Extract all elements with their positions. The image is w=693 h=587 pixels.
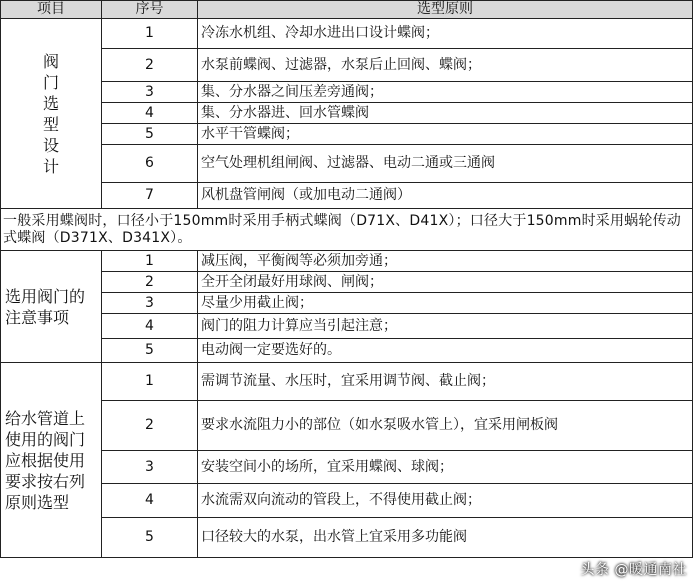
table-row: [1, 339, 693, 363]
row-number: 5: [102, 124, 198, 145]
header-row: [1, 1, 693, 19]
row-text: 集、分水器进、回水管蝶阀: [198, 103, 693, 124]
row-number: 4: [102, 103, 198, 124]
table-row: [1, 314, 693, 339]
row-text: 水流需双向流动的管段上，不得使用截止阀；: [198, 484, 693, 518]
row-number: 1: [102, 251, 198, 272]
row-text: 水泵前蝶阀、过滤器，水泵后止回阀、蝶阀；: [198, 49, 693, 82]
row-number: 1: [102, 363, 198, 401]
table-row: [1, 103, 693, 124]
row-text: 全开全闭最好用球阀、闸阀；: [198, 272, 693, 293]
row-number: 5: [102, 339, 198, 363]
note-text: 一般采用蝶阀时，口径小于150mm时采用手柄式蝶阀（D71X、D41X）；口径大于150mm时采用蜗轮传动式蝶阀（D371X、D341X）。: [1, 209, 693, 251]
row-text: 电动阀一定要选好的。: [198, 339, 693, 363]
table-row: [1, 251, 693, 272]
section1-item: 阀门选型设计: [1, 19, 102, 209]
section2-item: 选用阀门的注意事项: [1, 251, 102, 363]
row-number: 2: [102, 49, 198, 82]
table-row: [1, 401, 693, 451]
table-row: [1, 19, 693, 49]
header-item: 项目: [1, 1, 102, 19]
row-text: 需调节流量、水压时，宜采用调节阀、截止阀；: [198, 363, 693, 401]
row-text: 空气处理机组闸阀、过滤器、电动二通或三通阀: [198, 145, 693, 183]
table-row: [1, 451, 693, 484]
row-number: 2: [102, 272, 198, 293]
row-text: 集、分水器之间压差旁通阀；: [198, 82, 693, 103]
table-row: [1, 272, 693, 293]
row-number: 2: [102, 401, 198, 451]
row-text: 风机盘管闸阀（或加电动二通阀）: [198, 183, 693, 209]
row-number: 3: [102, 451, 198, 484]
note-row: [1, 209, 693, 251]
row-text: 尽量少用截止阀；: [198, 293, 693, 314]
row-number: 1: [102, 19, 198, 49]
row-text: 安装空间小的场所，宜采用蝶阀、球阀；: [198, 451, 693, 484]
table-row: [1, 363, 693, 401]
header-number: 序号: [102, 1, 198, 19]
table-row: [1, 293, 693, 314]
row-number: 7: [102, 183, 198, 209]
watermark-label: 头条 @暖通南社: [580, 562, 687, 578]
table-row: [1, 49, 693, 82]
table-row: [1, 183, 693, 209]
table-row: [1, 145, 693, 183]
row-text: 口径较大的水泵，出水管上宜采用多功能阀: [198, 518, 693, 558]
row-number: 5: [102, 518, 198, 558]
row-number: 6: [102, 145, 198, 183]
table-row: [1, 124, 693, 145]
row-number: 4: [102, 314, 198, 339]
row-text: 水平干管蝶阀；: [198, 124, 693, 145]
section3-item: 给水管道上使用的阀门应根据使用要求按右列原则选型: [1, 363, 102, 558]
row-number: 3: [102, 293, 198, 314]
table-row: [1, 484, 693, 518]
table-row: [1, 518, 693, 558]
row-number: 3: [102, 82, 198, 103]
row-number: 4: [102, 484, 198, 518]
row-text: 冷冻水机组、冷却水进出口设计蝶阀；: [198, 19, 693, 49]
header-principle: 选型原则: [198, 1, 693, 19]
row-text: 要求水流阻力小的部位（如水泵吸水管上），宜采用闸板阀: [198, 401, 693, 451]
row-text: 阀门的阻力计算应当引起注意；: [198, 314, 693, 339]
row-text: 减压阀，平衡阀等必须加旁通；: [198, 251, 693, 272]
table-row: [1, 82, 693, 103]
